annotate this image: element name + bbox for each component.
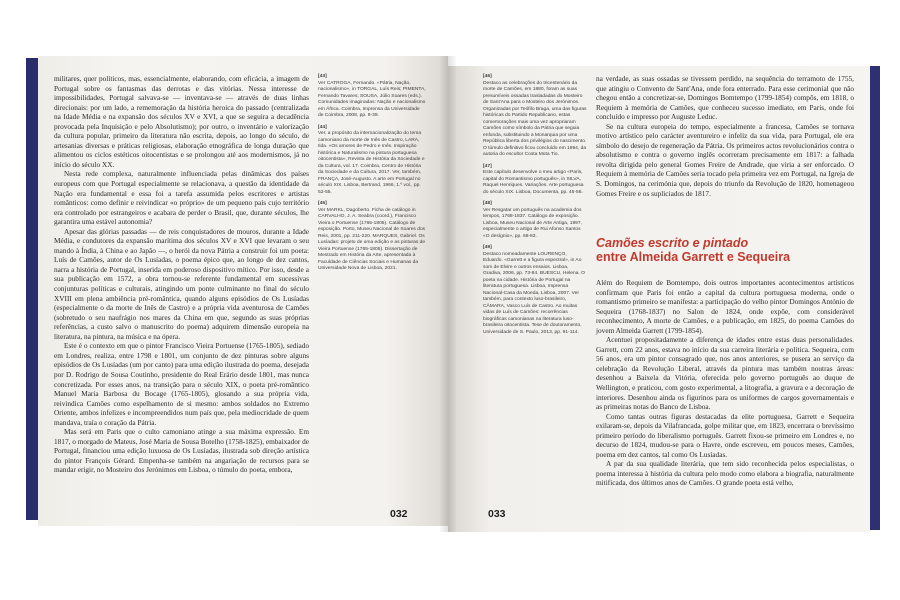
paragraph: Se na cultura europeia do tempo, especialmente a francesa, Camões se tornava motivo artístico pelo carácter aventureiro e infeliz da sua vida, para Portugal, ele era símbolo do desejo de regeneração da Pátria. Os primeiros actos revolucionários contra o absolutismo e contra o governo inglês ocorreram precisamente em 1817: a falhada revolta dirigida pelo general Gomes Freire de Andrade, que viria a ser enforcado. O Requiem à memória de Camões seria tocado pela primeira vez em Portugal, na Igreja de S. Domingos, na cerimónia que, depois do triunfo da Revolução de 1820, homenageou Gomes Freire e os supliciados de 1817. (596, 121, 854, 198)
paragraph: Além do Requiem de Bomtempo, dois outros importantes acontecimentos artísticos confirmam que Paris foi então a capital da cultura portuguesa moderna, onde o romantismo primeiro se manifesta: a participação do velho pintor Domingos António de Sequeira (1768-1837) no Salon de 1824, onde expõe, com considerável reconhecimento, A morte de Camões, e a publicação, em 1825, do poema Camões do jovem Almeida Garrett (1799-1854). (596, 278, 854, 335)
right-main-text-bottom (596, 278, 854, 488)
footnote (483, 245, 587, 336)
footnote (483, 164, 587, 197)
footnote-text: Destaco nomeadamente LOURENÇO, Eduardo. «Garrett e a figura espectral», in Ao som de Elvire e outros ensaios. Lisboa, Gradiva, 2006, pp. 73-84. BUESCU, Helena. O poeta na cidade. História de Portugal na literatura portuguesa. Lisboa, Imprensa Nacional-Casa da Moeda, Lisboa, 2007. Ver também, para contexto luso-brasileiro, CÂMARA, Vasco Luís de Castro. Ao muitas vidas de Luís de Camões: recorrências biográficas camonianas na literatura luso-brasileira oitocentista. Tese de doutoramento, Universidade de S. Paulo, 2013, pp. 91-114. (483, 251, 585, 335)
footnote (483, 74, 587, 159)
paragraph: Como tantas outras figuras destacadas da elite portuguesa, Garrett e Sequeira exilaram-se, depois da Vilafrancada, golpe militar que, em 1823, encerrara o brevíssimo primeiro período do liberalismo português. Garrett fixou-se primeiro em Londres e, no decurso de 1824, mudou-se para o Havre, onde escreveu, em poucos meses, Camões, poema em dez cantos, tal como Os Lusíadas. (596, 411, 854, 459)
footnote-text: Ver Resgatar um português na academia dos tempos, 1768-1837. Catálogo de exposição. Lisboa, Museu Nacional de Arte Antiga, 1997, especialmente o artigo de Rui Afonso Santos «O desígnio», pp. 68-83. (483, 207, 582, 239)
footnote-text: Ver MARKL, Dagoberto. Ficha de catálogo in CARVALHO, J. A. Seabra (coord.), Francisco Vieira o Portuense (1765-1805). Catálogo de exposição. Porto, Museu Nacional de Soares dos Reis, 2001, pp. 211-220. MARQUES, Gabriel. Os Lusíadas: projeto de uma edição e as pinturas de Vieira Portuense (1765-1805). Dissertação de Mestrado em História da Arte, apresentada à Faculdade de Ciências Sociais e Humanas da Universidade Nova de Lisboa, 2021. (318, 207, 426, 271)
page-number-left: 032 (390, 508, 408, 520)
footnote-text: Este capítulo desenvolve o meu artigo «Paris, capital do Romantismo português», in SILVA, Raquel Henriques. Variações. Arte portuguesa do século XIX. Lisboa, Documenta, pp. 45-56. (483, 170, 584, 195)
paragraph: Este é o contexto em que o pintor Francisco Vieira Portuense (1765-1805), sediado em Londres, realiza, entre 1798 e 1801, um conjunto de dez pinturas sobre alguns episódios de Os Lusíadas (um por canto) para uma edição ilustrada do poema, desejada por D. Rodrigo de Sousa Coutinho, presidente do Real Erário desde 1801, mas nunca concretizada. Por esses anos, na transição para o século XIX, o poeta pré-romântico Manuel Maria Barbosa du Bocage (1765-1805), glosando a sua própria vida, reivindica Camões como espelhamento de si mesmo: ambos soldados no Extremo Oriente, ambos infelizes e incompreendidos num país que, pela mediocridade de quem mandava, traía o coração da Pátria. (54, 341, 309, 427)
paragraph: militares, quer políticos, mas, essencialmente, elaborando, com eficácia, a imagem de Portugal sobre os fantasmas das derrotas e das vitórias. Nessa interesse de impossibilidades, Portugal salvava-se — inventava-se — através de duas linhas direcionais: por um lado, a rememoração da história heroica do passado (centralizada na Idade Média e na expansão dos séculos XV e XVI, a que se seguira a decadência provocada pela Inquisição e pelo Absolutismo); por outro, o inventário e valorização da cultura popular, primeiro da literatura não escrita, depois, ao longo do século, de artesanias diversas e práticas religiosas, elaboração etnográfica de longa duração que alimentou os ciclos estéticos oitocentistas e se prolongou até aos modernismos, já no início do século XX. (54, 74, 309, 169)
section-heading-line2: entre Almeida Garrett e Sequeira (596, 250, 791, 264)
footnote-number: [49] (483, 245, 492, 250)
footnote (483, 201, 587, 240)
footnote (318, 74, 426, 120)
paragraph: na verdade, as suas ossadas se tivessem perdido, na sequência do terramoto de 1755, que atingiu o Convento de Sant'Ana, onde fora enterrado. Para esse cerimonial que não chegou então a concretizar-se, Domingos Bomtempo (1799-1854) compôs, em 1818, o Requiem à memória de Camões, que conheceu sucesso imediato, em Paris, onde foi concluído e impresso por Auguste Leduc. (596, 74, 854, 122)
footnote-text: Ver, a propósito da internacionalização do tema camoniano da morte de Inês de Castro, LARA, Ilda. «Os amores de Pedro e Inês. Inspiração histórica e Naturalismo na pintura portuguesa oitocentista», Revista de História da Sociedade e da Cultura, vol. 17. Coimbra, Centro de História da Sociedade e da Cultura, 2017. Ver, também, FRANÇA, José-Augusto. A arte em Portugal no século XIX. Lisboa, Bertrand, 1966, 1.º vol., pp. 52-55. (318, 131, 425, 195)
footnote (318, 125, 426, 197)
paragraph: Nesta rede complexa, naturalmente influenciada pelas dinâmicas dos países europeus com que Portugal especialmente se relacionava, a questão da identidade da Nação era fundamental e essa foi a tarefa assumida pelos escritores e artistas românticos: como definir e reivindicar «o próprio» de um pequeno país cujo território era controlado por estrangeiros e acabara de perder o Brasil, que, durante séculos, lhe garantira uma estável autonomia? (54, 169, 309, 227)
footnote-number: [44] (318, 124, 327, 130)
paragraph: Apesar das glórias passadas — de reis conquistadores de mouros, durante a Idade Média, e condutores da expansão marítima dos séculos XV e XVI que levaram o seu mando à Índia, à China e ao Japão —, o herói da nova Pátria a construir foi um poeta: Luís de Camões, autor de Os Lusíadas, o poema épico que, ao longo de dez cantos, narra a história de Portugal, inserida em poderoso dispositivo mítico. Por isso, desde a sua publicação em 1572, a obra tornou-se referente fundamental em sucessivas conjunturas políticas e culturais, atingindo um ponte culminante no final do século XVIII em plena ambiência pré-romântica, quando alguns episódios de Os Lusíadas (especialmente o da morte de Inês de Castro) e a própria vida aventurosa de Camões (sobretudo o seu naufrágio nos mares da China em que, segundo as suas próprias referências, a custo salvo o manuscrito do poema) adquirem dimensão europeia na literatura, na pintura, na música e na ópera. (54, 226, 309, 341)
footnote-number: [46] (483, 74, 492, 79)
right-main-text-top (596, 74, 854, 198)
footnote-number: [48] (483, 201, 492, 206)
footnote-number: [45] (318, 201, 327, 206)
footnote-text: Destaco as celebrações do tricentenário da morte de Camões, em 1880, foram as suas presumíveis ossadas trasladadas do Mosteiro de Sant'Ana para o Mosteiro dos Jerónimos. Organizadas por Teófilo Braga, uma das figuras históricas do Partido Republicano, estas comemorações mais uma vez apropriaram Camões como símbolo da Pátria que seguia enfunda, substituindo a Monarquia por uma República liberta dos privilégios do nascimento. O túmulo definitivo ficou concluído em 1894, da autoria do escultor Costa Mota Tio. (483, 80, 587, 157)
footnote-text: Ver CATROGA, Fernando. «Pátria, Nação, nacionalismo», in TORGAL, Luís Reis; PIMENTA, Fernando Tavares; SOUSA, Júlio Soares (eds.). Comunidades imaginadas: Nação e nacionalismo em África. Coimbra, Imprensa da Universidade de Coimbra, 2008, pp. 9-39. (318, 80, 426, 118)
footnote-number: [43] (318, 74, 327, 79)
left-footnotes (318, 74, 426, 278)
section-heading (596, 236, 854, 264)
right-footnotes (483, 74, 587, 341)
paragraph: Acentuei propositadamente a diferença de idades entre estas duas personalidades. Garrett, com 22 anos, estava no início da sua carreira literária e política. Sequeira, com 56 anos, era um pintor consagrado que, nos anos anteriores, se pusera ao serviço da celebração da Revolução Liberal, através da pintura mas também noutras áreas: desenhou a Baixela da Vitória, oferecida pelo governo português ao duque de Wellington, e praticou, com gosto experimental, a litografia, a gravura e a decoração de interiores. Desenhou ainda os figurinos para os uniformes de cargos governamentais e as primeiras notas do Banco de Lisboa. (596, 335, 854, 412)
page-number-right: 033 (488, 508, 506, 520)
footnote (318, 201, 426, 273)
paragraph: A par da sua qualidade literária, que tem sido reconhecida pelos especialistas, o poema interessa à história da cultura pelo modo como elabora a biografia, naturalmente mitificada, dos últimos anos de Camões. O grande poeta está velho, (596, 459, 854, 488)
left-main-text (54, 74, 309, 475)
section-heading-line1: Camões escrito e pintado (596, 236, 749, 250)
footnote-number: [47] (483, 163, 492, 169)
book-gutter (440, 56, 456, 532)
paragraph: Mas será em Paris que o culto camoniano atinge a sua máxima expressão. Em 1817, o morgado de Mateus, José Maria de Sousa Botelho (1758-1825), embaixador de Portugal, financiou uma edição luxuosa de Os Lusíadas, ilustrada sob direção artística do pintor François Gérard. Empenha-se também na angariação de recursos para se mandar erigir, no Mosteiro dos Jerónimos em Lisboa, o túmulo do poeta, embora, (54, 427, 310, 475)
